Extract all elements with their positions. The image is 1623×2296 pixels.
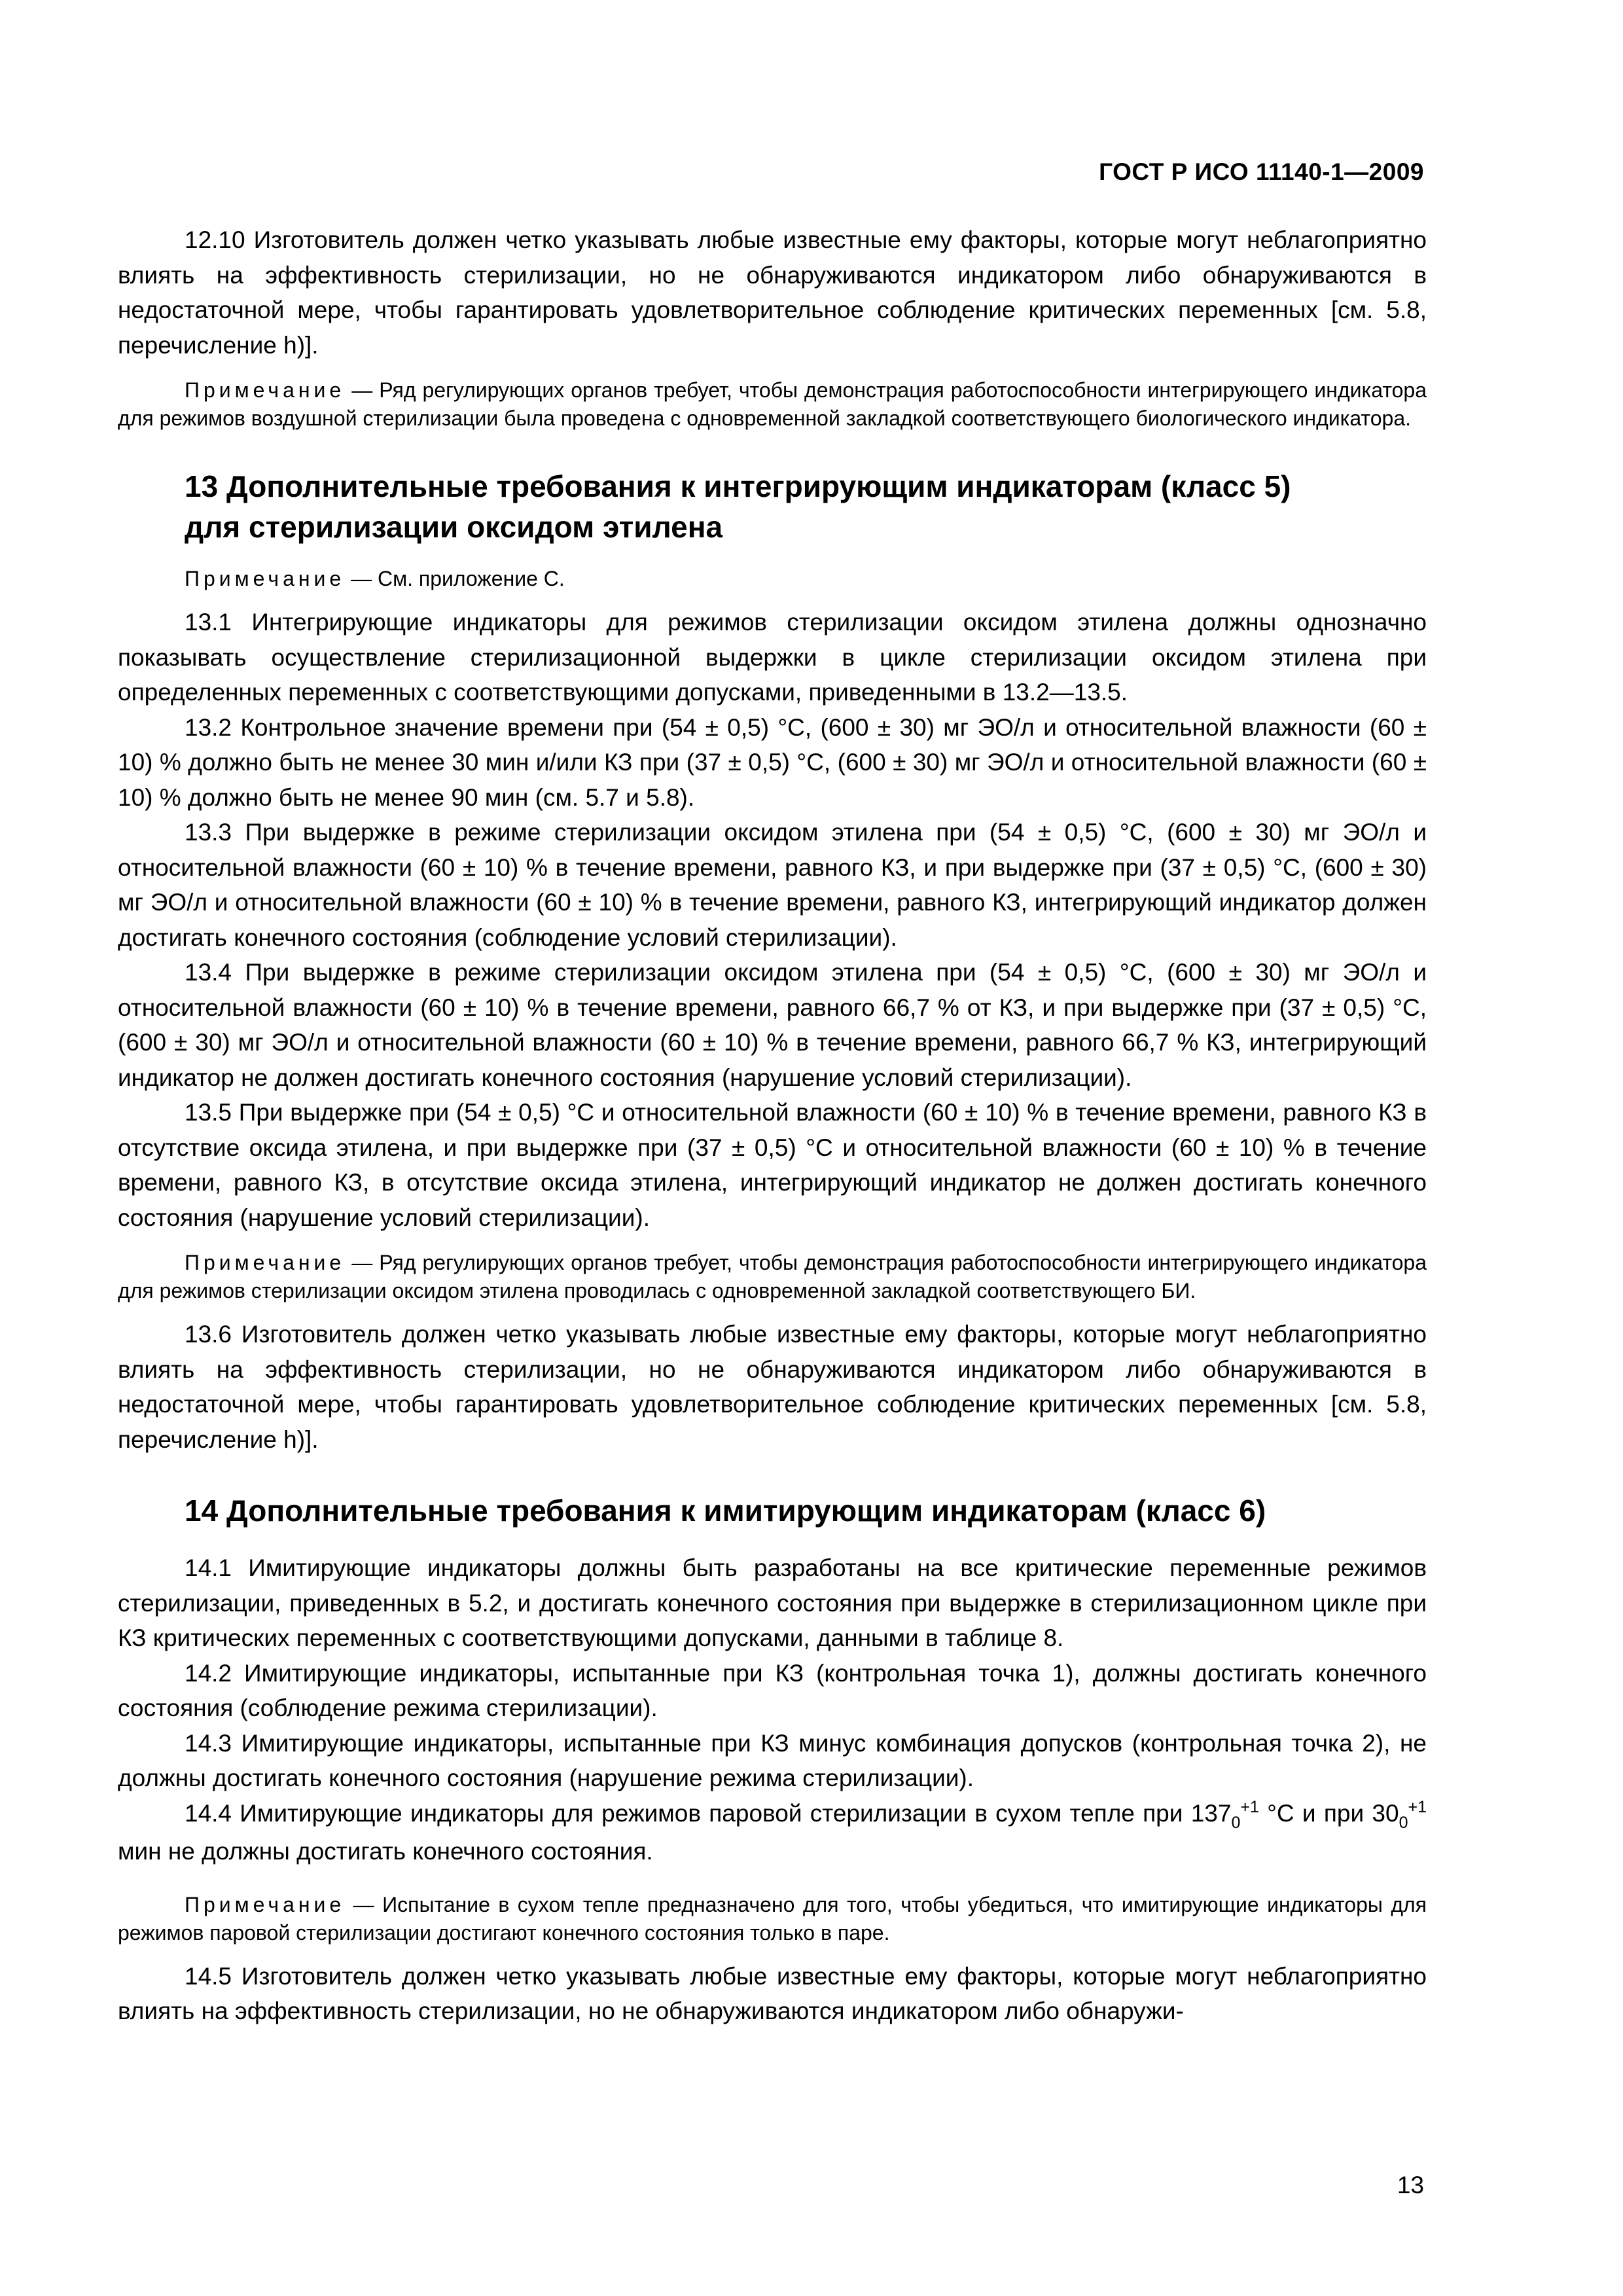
clause-14-1: 14.1 Имитирующие индикаторы должны быть разработаны на все критические переменные режимов стерилизации, приведенных в 5.2, и достигать конечного состояния при выдержке в стерилизационном цикле при КЗ критических переменных с соответствующими допусками, данными в таблице 8. bbox=[118, 1554, 1427, 1651]
tolerance-subscript: 0 bbox=[1231, 1813, 1241, 1832]
section-13-heading bbox=[118, 466, 1427, 547]
tolerance-subscript: 0 bbox=[1399, 1813, 1408, 1832]
note-label: Примечание bbox=[185, 1892, 346, 1916]
clause-14-4 bbox=[118, 1796, 1427, 1869]
clause-14-3: 14.3 Имитирующие индикаторы, испытанные при КЗ минус комбинация допусков (контрольная точка 2), не должны достигать конечного состояния (нарушение режима стерилизации). bbox=[118, 1729, 1427, 1791]
clause-14-4-text-3: мин не должны достигать конечного состояния. bbox=[118, 1838, 653, 1865]
note-eo-sterilization bbox=[118, 1249, 1427, 1305]
clause-13-1: 13.1 Интегрирующие индикаторы для режимов стерилизации оксидом этилена должны однозначно показывать осуществление стерилизационной выдержки в цикле стерилизации оксидом этилена при определенных переменных с соответствующими допусками, приведенными в 13.2—13.5. bbox=[118, 609, 1427, 706]
section-14-heading: 14 Дополнительные требования к имитирующим индикаторам (класс 6) bbox=[185, 1494, 1266, 1528]
clause-13-2: 13.2 Контрольное значение времени при (54 ± 0,5) °С, (600 ± 30) мг ЭО/л и относительной влажности (60 ± 10) % должно быть не менее 30 мин и/или КЗ при (37 ± 0,5) °С, (600 ± 30) мг ЭО/л и относительной влажности (60 ± 10) % должно быть не менее 90 мин (см. 5.7 и 5.8). bbox=[118, 713, 1427, 811]
document-code-header: ГОСТ Р ИСО 11140-1—2009 bbox=[1099, 158, 1424, 185]
tolerance-superscript: +1 bbox=[1408, 1797, 1427, 1816]
note-text: — Ряд регулирующих органов требует, чтобы демонстрация работоспособности интегрирующего индикатора для режимов стерилизации оксидом этилена проводилась с одновременной закладкой соответствующего БИ. bbox=[118, 1251, 1427, 1302]
clause-13-4: 13.4 При выдержке в режиме стерилизации оксидом этилена при (54 ± 0,5) °С, (600 ± 30) мг ЭО/л и относительной влажности (60 ± 10) % в течение времени, равного 66,7 % от КЗ, и при выдержке при (37 ± 0,5) °С, (600 ± 30) мг ЭО/л и относительной влажности (60 ± 10) % в течение времени, равного 66,7 % КЗ, интегрирующий индикатор не должен достигать конечного состояния (нарушение условий стерилизации). bbox=[118, 959, 1427, 1091]
note-label: Примечание bbox=[185, 1251, 346, 1274]
clause-14-4-text-2: °С и при 30 bbox=[1258, 1799, 1399, 1827]
note-see-annex-c bbox=[118, 565, 1427, 593]
clause-12-10: 12.10 Изготовитель должен четко указывать любые известные ему факторы, которые могут неблагоприятно влиять на эффективность стерилизации, но не обнаруживаются индикатором либо обнаруживаются в недостаточной мере, чтобы гарантировать удовлетворительное соблюдение критических переменных [см. 5.8, перечисление h)]. bbox=[118, 226, 1427, 359]
section-13-heading-line-2: для стерилизации оксидом этилена bbox=[185, 510, 723, 544]
note-text: — См. приложение С. bbox=[345, 567, 565, 590]
tolerance-superscript: +1 bbox=[1240, 1797, 1259, 1816]
clause-14-2: 14.2 Имитирующие индикаторы, испытанные при КЗ (контрольная точка 1), должны достигать конечного состояния (соблюдение режима стерилизации). bbox=[118, 1659, 1427, 1721]
note-label: Примечание bbox=[185, 378, 346, 402]
clause-13-5: 13.5 При выдержке при (54 ± 0,5) °С и относительной влажности (60 ± 10) % в течение времени, равного КЗ в отсутствие оксида этилена, и при выдержке при (37 ± 0,5) °С и относительной влажности (60 ± 10) % в течение времени, равного КЗ, в отсутствие оксида этилена, интегрирующий индикатор не должен достигать конечного состояния (нарушение условий стерилизации). bbox=[118, 1099, 1427, 1231]
clause-13-6: 13.6 Изготовитель должен четко указывать любые известные ему факторы, которые могут неблагоприятно влиять на эффективность стерилизации, но не обнаруживаются индикатором либо обнаруживаются в недостаточной мере, чтобы гарантировать удовлетворительное соблюдение критических переменных [см. 5.8, перечисление h)]. bbox=[118, 1321, 1427, 1453]
note-air-sterilization bbox=[118, 376, 1427, 433]
note-dry-heat-test bbox=[118, 1891, 1427, 1947]
page-content bbox=[118, 223, 1427, 2029]
clause-14-5: 14.5 Изготовитель должен четко указывать любые известные ему факторы, которые могут неблагоприятно влиять на эффективность стерилизации, но не обнаруживаются индикатором либо обнаружи- bbox=[118, 1962, 1427, 2024]
note-text: — Ряд регулирующих органов требует, чтобы демонстрация работоспособности интегрирующего индикатора для режимов воздушной стерилизации была проведена с одновременной закладкой соответствующего биологического индикатора. bbox=[118, 378, 1427, 430]
page-number: 13 bbox=[1397, 2172, 1424, 2198]
note-label: Примечание bbox=[185, 567, 346, 590]
clause-13-3: 13.3 При выдержке в режиме стерилизации оксидом этилена при (54 ± 0,5) °С, (600 ± 30) мг ЭО/л и относительной влажности (60 ± 10) % в течение времени, равного КЗ, и при выдержке при (37 ± 0,5) °С, (600 ± 30) мг ЭО/л и относительной влажности (60 ± 10) % в течение времени, равного КЗ, интегрирующий индикатор должен достигать конечного состояния (соблюдение условий стерилизации). bbox=[118, 819, 1427, 951]
clause-14-4-text-1: 14.4 Имитирующие индикаторы для режимов паровой стерилизации в сухом тепле при 137 bbox=[185, 1799, 1232, 1827]
note-text: — Испытание в сухом тепле предназначено для того, чтобы убедиться, что имитирующие индикаторы для режимов паровой стерилизации достигают конечного состояния только в паре. bbox=[118, 1892, 1427, 1945]
section-13-heading-line-1: 13 Дополнительные требования к интегрирующим индикаторам (класс 5) bbox=[185, 469, 1291, 503]
